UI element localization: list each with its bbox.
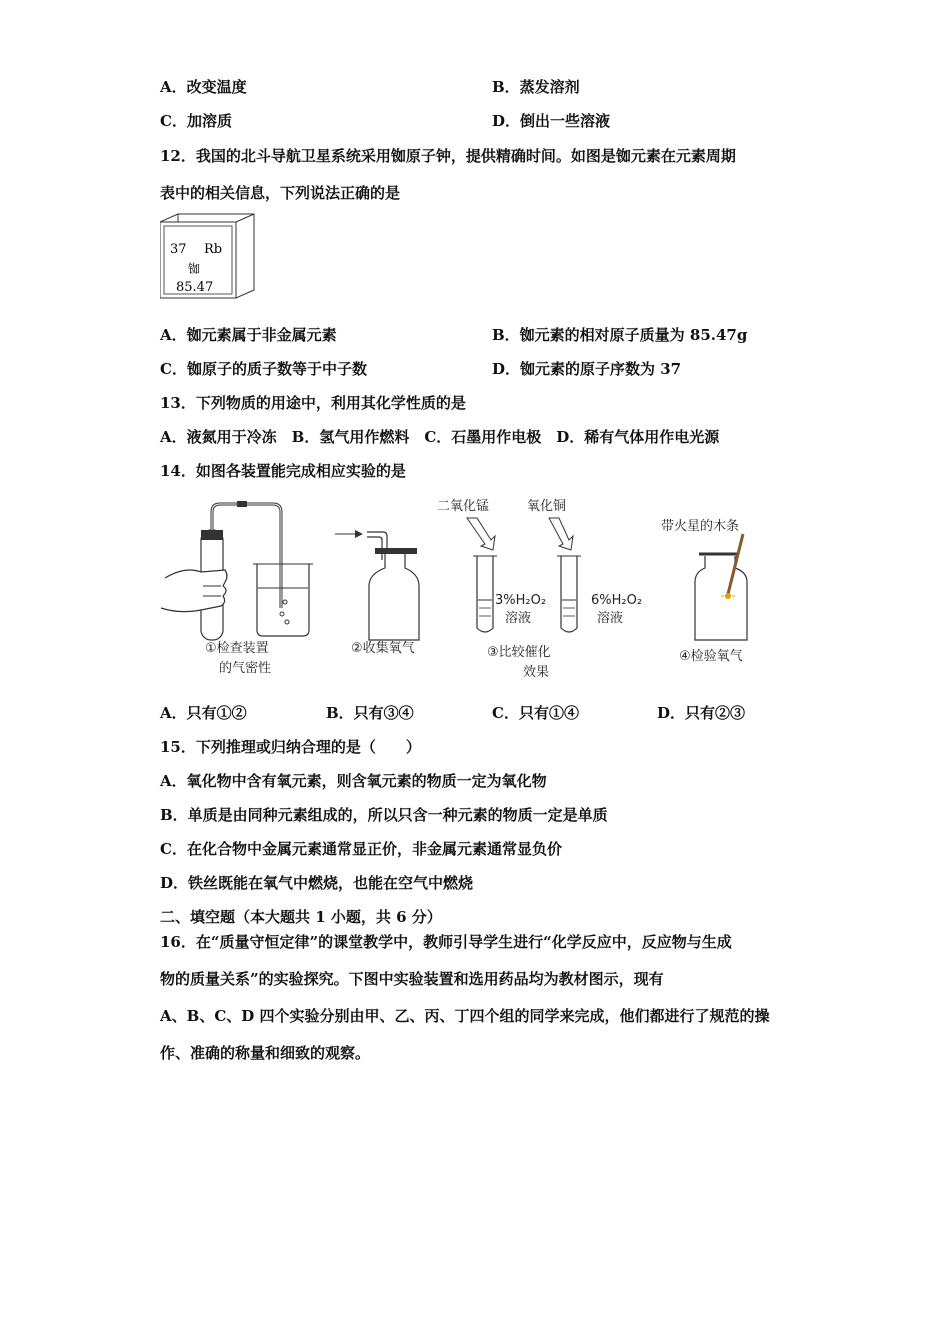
q13-options: A．液氮用于冷冻 B．氢气用作燃料 C．石墨用作电极 D．稀有气体用作电光源 [160, 428, 720, 446]
fig2-collect-oxygen [335, 530, 419, 656]
fig3-solution2-label: 溶液 [597, 611, 624, 626]
q16-line1: 16．在“质量守恒定律”的课堂教学中，教师引导学生进行“化学反应中，反应物与生成 [160, 933, 732, 951]
section2-title: 二、填空题（本大题共 1 小题，共 6 分） [160, 908, 442, 926]
q12-option-b: B．铷元素的相对原子质量为 85.47g [492, 326, 748, 344]
fig3-compare-catalysts [437, 498, 642, 680]
fig3-solution1-label: 溶液 [505, 611, 532, 626]
q15-option-c: C．在化合物中金属元素通常显正价，非金属元素通常显负价 [160, 840, 562, 858]
q14-stem: 14．如图各装置能完成相应实验的是 [160, 462, 406, 480]
q12-option-d: D．铷元素的原子序数为 37 [492, 360, 682, 378]
q14-option-a: A．只有①② [160, 704, 247, 722]
fig3-caption-line1: ③比较催化 [487, 645, 551, 660]
q14-option-c: C．只有①④ [492, 704, 579, 722]
fig3-solution1-conc: 3%H₂O₂ [495, 593, 547, 608]
q15-stem: 15．下列推理或归纳合理的是（ ） [160, 738, 421, 756]
q15-option-d: D．铁丝既能在氧气中燃烧，也能在空气中燃烧 [160, 874, 474, 892]
element-card-figure [160, 212, 256, 304]
q11-option-a: A．改变温度 [160, 78, 247, 96]
q13-stem: 13．下列物质的用途中，利用其化学性质的是 [160, 394, 466, 412]
q14-option-d: D．只有②③ [657, 704, 746, 722]
q12-stem-line1: 12．我国的北斗导航卫星系统采用铷原子钟，提供精确时间。如图是铷元素在元素周期 [160, 147, 736, 165]
fig1-airtightness-check [161, 501, 313, 676]
q14-apparatus-figure [155, 490, 795, 685]
fig3-label-cuo: 氧化铜 [527, 499, 567, 514]
element-symbol: Rb [204, 242, 223, 257]
q15-option-b: B．单质是由同种元素组成的，所以只含一种元素的物质一定是单质 [160, 806, 608, 824]
fig3-caption-line2: 效果 [523, 665, 550, 680]
q11-option-b: B．蒸发溶剂 [492, 78, 580, 96]
fig1-caption-line1: ①检查装置 [205, 641, 269, 656]
q14-option-b: B．只有③④ [326, 704, 414, 722]
element-number: 37 [170, 242, 187, 257]
fig4-label: 带火星的木条 [661, 519, 740, 534]
fig1-caption-line2: 的气密性 [219, 661, 272, 676]
fig3-solution2-conc: 6%H₂O₂ [591, 593, 643, 608]
element-name: 铷 [188, 262, 201, 276]
q15-option-a: A．氧化物中含有氧元素，则含氧元素的物质一定为氧化物 [160, 772, 547, 790]
fig4-caption: ④检验氧气 [679, 649, 743, 664]
fig3-label-mno2: 二氧化锰 [437, 499, 490, 514]
q16-line3: A、B、C、D 四个实验分别由甲、乙、丙、丁四个组的同学来完成，他们都进行了规范的操 [160, 1007, 770, 1025]
q11-option-c: C．加溶质 [160, 112, 232, 130]
fig2-caption: ②收集氧气 [351, 641, 415, 656]
q16-line2: 物的质量关系”的实验探究。下图中实验装置和选用药品均为教材图示，现有 [160, 970, 664, 988]
fig4-test-oxygen [661, 518, 747, 664]
q12-option-c: C．铷原子的质子数等于中子数 [160, 360, 367, 378]
q11-option-d: D．倒出一些溶液 [492, 112, 611, 130]
q12-option-a: A．铷元素属于非金属元素 [160, 326, 337, 344]
element-mass: 85.47 [176, 280, 214, 295]
q16-line4: 作、准确的称量和细致的观察。 [160, 1044, 371, 1062]
q12-stem-line2: 表中的相关信息，下列说法正确的是 [160, 184, 401, 202]
